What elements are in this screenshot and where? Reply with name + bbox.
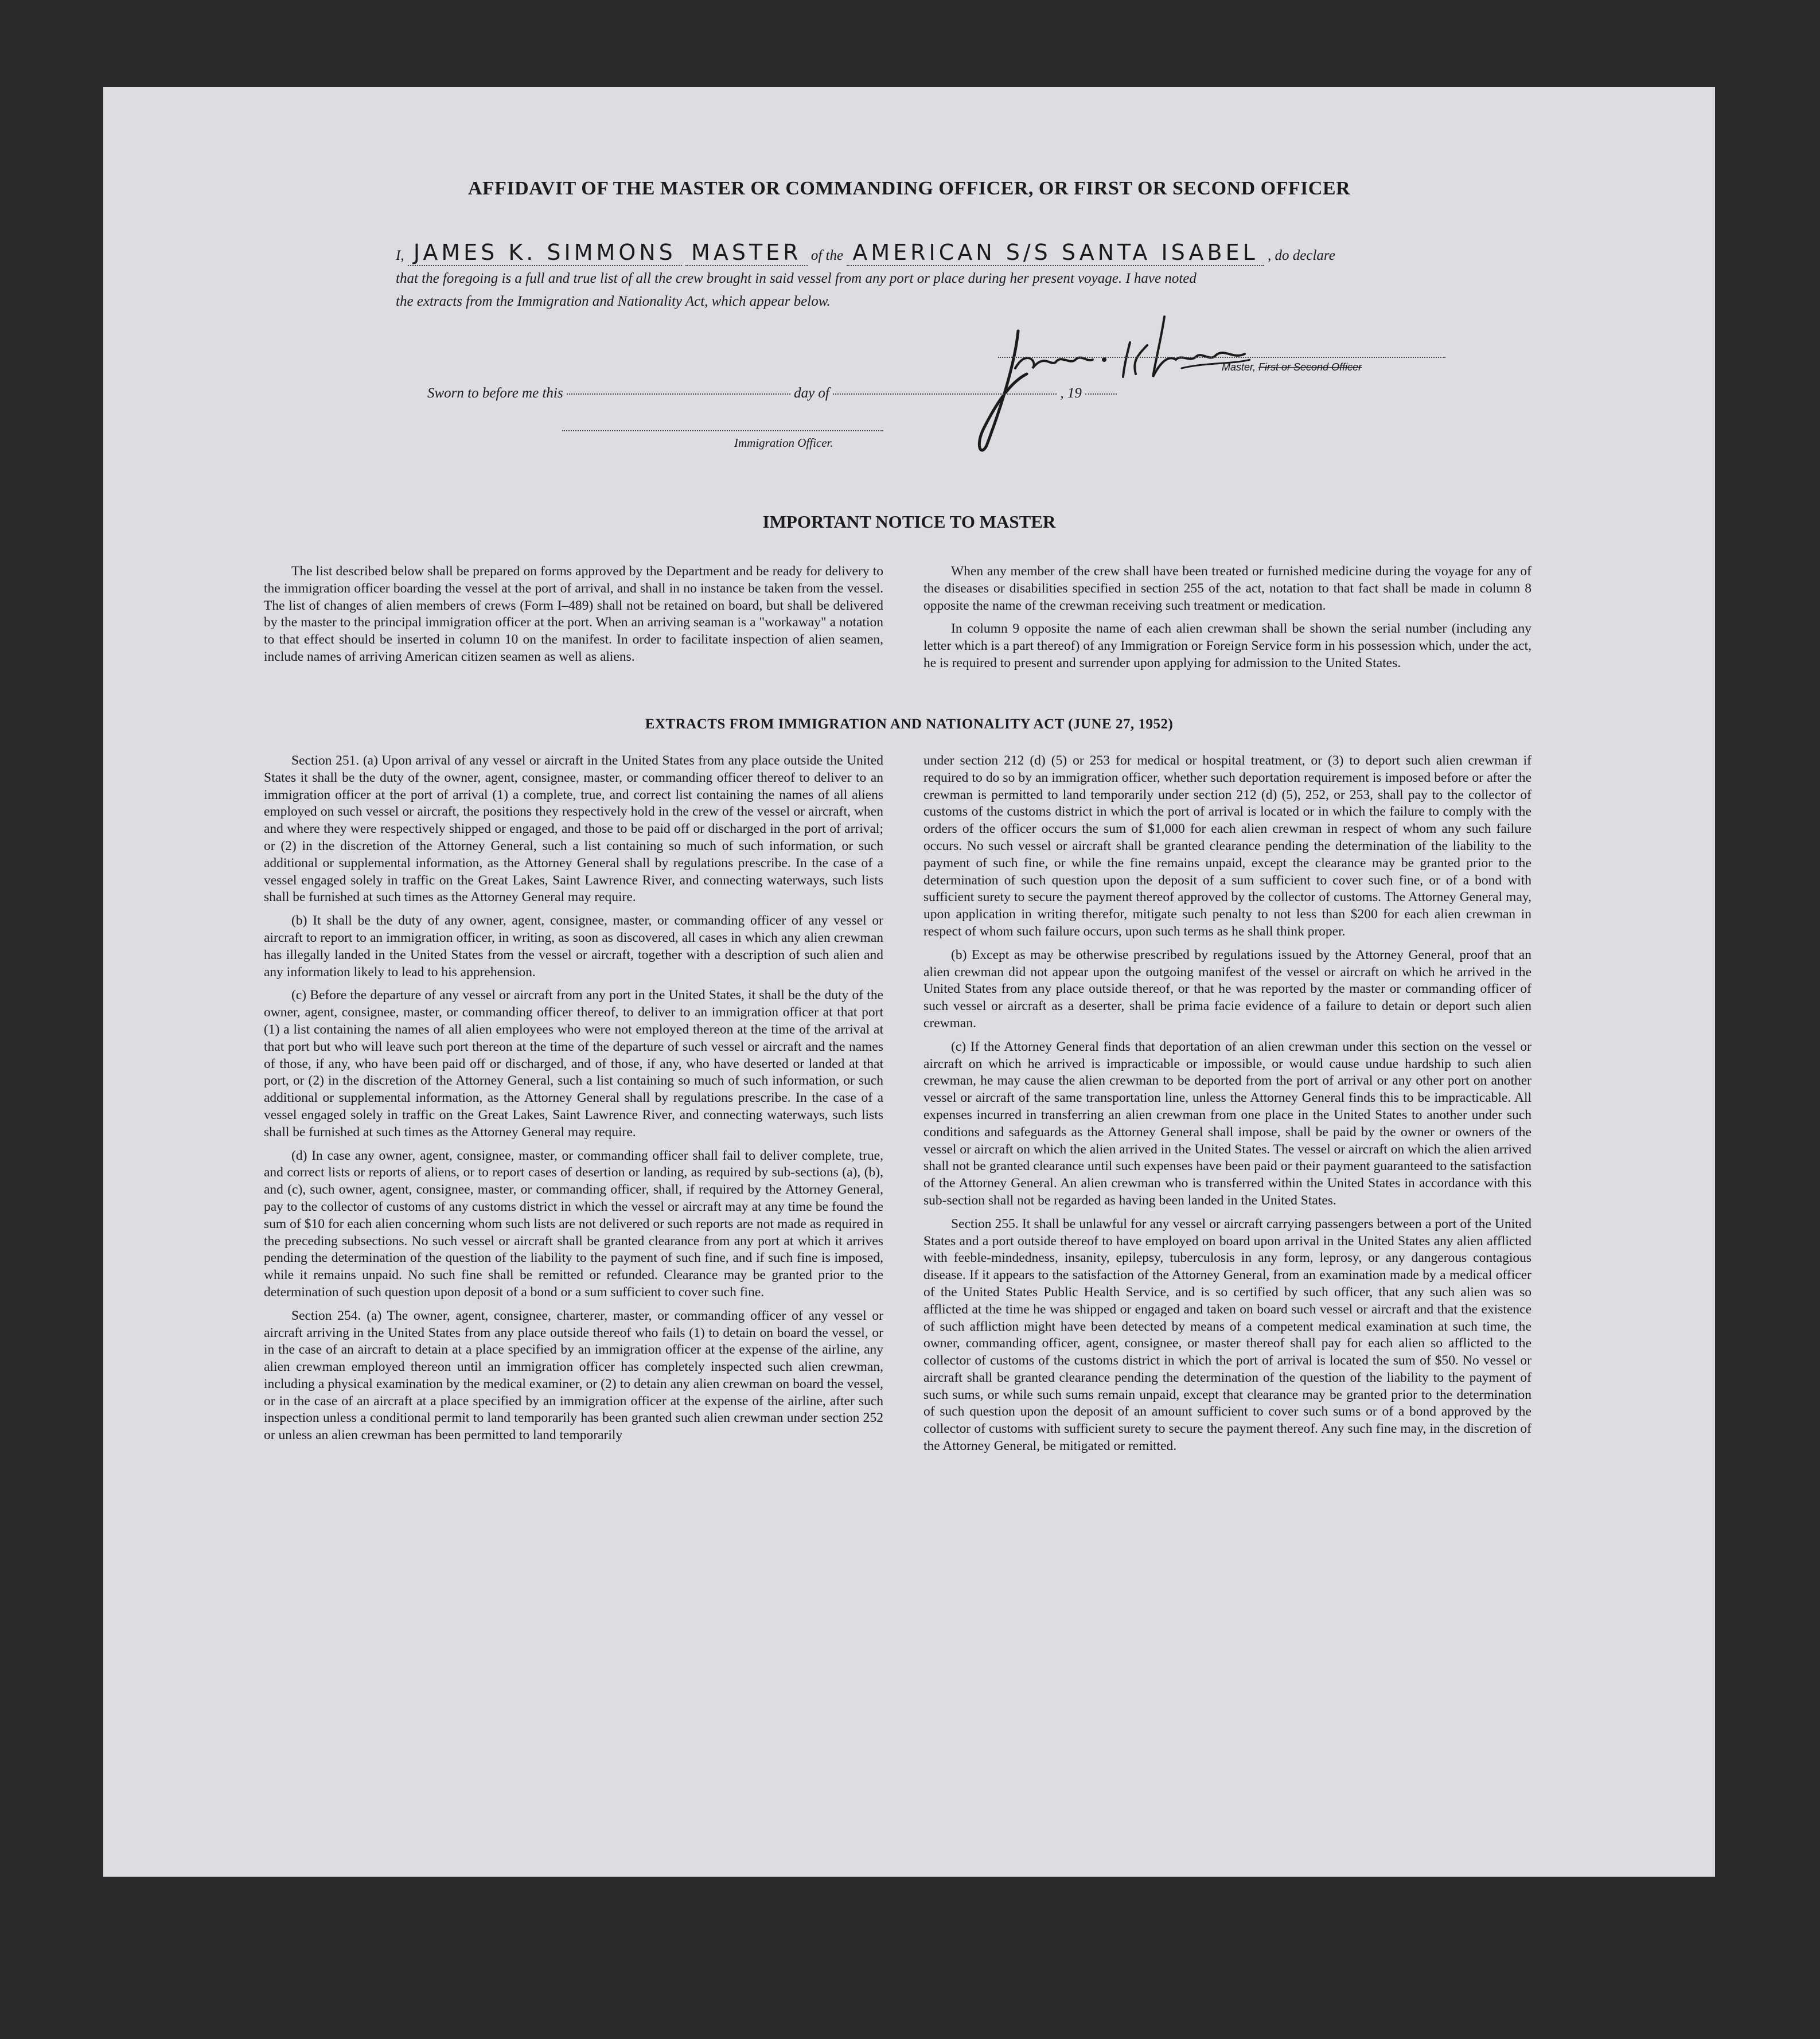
signature-line [998, 357, 1445, 358]
extract-paragraph: Section 255. It shall be unlawful for any vessel or aircraft carrying passengers between a port of the United States and a port outside thereof to have employed on board upon arrival in the United States any alien afflicted with feeble-mindedness, insanity, epilepsy, tuberculosis in any form, leprosy, or any dangerous contagious disease. If it appears to the satisfaction of the Attorney General, from an examination made by a medical officer of the United States Public Health Service, and is so certified by such officer, that any such alien was so afflicted at the time he was shipped or engaged and taken on board such vessel or aircraft and that the existence of such affliction might have been detected by means of a competent medical examination at such time, the owner, commanding officer, agent, consignee, or master thereof shall pay for each alien so afflicted to the collector of customs of the customs district in which the port of arrival is located the sum of $50. No vessel or aircraft shall be granted clearance pending the determination of the question of the liability to the payment of such sums, or while such sums remain unpaid, except that clearance may be granted prior to the determination of such question upon the deposit of an amount sufficient to cover such sums or of a bond approved by the collector of customs with sufficient surety to secure the payment thereof. Any such fine may, in the discretion of the Attorney General, be mitigated or remitted. [923, 1216, 1531, 1454]
notice-paragraph: The list described below shall be prepared on forms approved by the Department and be ready for delivery to the immigration officer boarding the vessel at the port of arrival, and shall in no instance be taken from the vessel. The list of changes of alien members of crews (Form I–489) shall not be retained on board, but shall be delivered by the master to the principal immigration officer at the port. When an arriving seaman is a "workaway" a notation to that effect should be inserted in column 10 on the manifest. In order to facilitate inspection of alien seamen, include names of arriving American citizen seamen as well as aliens. [264, 564, 883, 664]
struck-officer-label: First or Second Officer [1258, 361, 1362, 373]
extract-paragraph: (c) If the Attorney General finds that deportation of an alien crewman under this section on the vessel or aircraft on which he arrived is impracticable or impossible, or would cause undue hardship to such alien crewman, he may cause the alien crewman to be deported from the port of arrival or any other port on another vessel or aircraft of the same transportation line, unless the Attorney General finds this to be impracticable. All expenses incurred in transferring an alien crewman from one place in the United States to another under such conditions and safeguards as the Attorney General shall impose, shall be paid by the owner or owners of the vessel or aircraft on which the alien arrived in the United States. The vessel or aircraft on which the alien arrived shall not be granted clearance until such expenses have been paid or their payment guaranteed to the satisfaction of the Attorney General. An alien crewman who is transferred within the United States in accordance with this sub-section shall not be regarded as having been landed in the United States. [923, 1039, 1531, 1208]
extract-paragraph: (b) Except as may be otherwise prescribed by regulations issued by the Attorney General, proof that an alien crewman did not appear upon the outgoing manifest of the vessel or aircraft on which he arrived in the United States from any place outside thereof, or that he was reported by the master or commanding officer of such vessel or aircraft as a deserter, shall be prima facie evidence of a failure to detain or deport such alien crewman. [923, 947, 1531, 1031]
extracts-title: EXTRACTS FROM IMMIGRATION AND NATIONALITY ACT (JUNE 27, 1952) [645, 716, 1174, 732]
extract-paragraph: Section 251. (a) Upon arrival of any vessel or aircraft in the United States from any place outside the United States it shall be the duty of the owner, agent, consignee, master, or commanding officer thereof to deliver to an immigration officer at the port of arrival (1) a complete, true, and correct list containing the names of all aliens employed on such vessel or aircraft, the positions they respectively hold in the crew of the vessel or aircraft, when and where they were respectively shipped or engaged, and those to be paid off or discharged in the port of arrival; or (2) in the discretion of the Attorney General, such a list containing so much of such information, or such additional or supplemental information, as the Attorney General shall by regulations prescribe. In the case of a vessel engaged solely in traffic on the Great Lakes, Saint Lawrence River, and connecting waterways, such lists shall be furnished at such times as the Attorney General may require. [264, 753, 883, 905]
officer-name: JAMES K. SIMMONS [408, 240, 682, 266]
extract-paragraph: (b) It shall be the duty of any owner, agent, consignee, master, or commanding officer of any vessel or aircraft to report to an immigration officer, in writing, as soon as discovered, all cases in which any alien crewman has illegally landed in the United States from the vessel or aircraft, together with a description of such alien and any information likely to lead to his apprehension. [264, 913, 883, 980]
affidavit-title: AFFIDAVIT OF THE MASTER OR COMMANDING OFFICER, OR FIRST OR SECOND OFFICER [467, 178, 1351, 199]
declaration-line-1 [396, 241, 1531, 267]
document-sheet [103, 87, 1715, 1877]
notice-title: IMPORTANT NOTICE TO MASTER [762, 512, 1056, 532]
month-blank [833, 393, 1057, 395]
i-label: I, [396, 248, 404, 263]
notice-right-column [923, 563, 1531, 679]
declaration-line-2: that the foregoing is a full and true list of all the crew brought in said vessel from any port or place during her present voyage. I have noted [396, 271, 1197, 286]
declaration-line-3: the extracts from the Immigration and Nationality Act, which appear below. [396, 294, 831, 309]
declaration-block [396, 241, 1531, 313]
extract-paragraph: under section 212 (d) (5) or 253 for medical or hospital treatment, or (3) to deport such alien crewman if required to do so by an immigration officer, whether such deportation requirement is imposed before or after the crewman is permitted to land temporarily under section 212 (d) (5), 252, or 253, shall pay to the collector of customs of the customs district in which the port of arrival is located or in which the failure to comply with the orders of the officer occurs the sum of $1,000 for each alien crewman in respect of whom any such failure occurs. No such vessel or aircraft shall be granted clearance pending the determination of the liability to the payment of such fine, or while the fine remains unpaid, except the clearance may be granted prior to the determination of such question upon the deposit of a sum sufficient to cover such fine, or of a bond with sufficient surety to secure the payment thereof approved by the collector of customs. The Attorney General may, upon application in writing therefor, mitigate such penalty to not less than $200 for each alien crewman in respect of whom such failure occurs, upon such terms as he shall think proper. [923, 753, 1531, 939]
year-blank [1085, 393, 1117, 395]
day-of-label: day of [794, 385, 829, 401]
extract-paragraph: Section 254. (a) The owner, agent, consignee, charterer, master, or commanding officer of any vessel or aircraft arriving in the United States from any place outside thereof who fails (1) to detain on board the vessel, or in the case of an aircraft to detain at a place specified by an immigration officer at the expense of the airline, any alien crewman employed thereon until an immigration officer has completely inspected such alien crewman, including a physical examination by the medical examiner, or (2) to detain any alien crewman on board the vessel, or in the case of an aircraft at a place specified by an immigration officer at the expense of the airline, after such inspection unless a conditional permit to land temporarily has been granted such alien crewman under section 252 or unless an alien crewman has been permitted to land temporarily [264, 1308, 883, 1443]
notice-left-column [264, 563, 883, 672]
master-label: Master, [1222, 361, 1259, 373]
immigration-officer-signature-line [562, 430, 883, 431]
extract-paragraph: (c) Before the departure of any vessel or aircraft from any port in the United States, it shall be the duty of the owner, agent, consignee, master, or commanding officer thereof, to deliver to an immigration officer at that port (1) a list containing the names of all alien employees who were not employed thereon at the time of the arrival at that port but who will leave such port thereon at the time of the departure of such vessel or aircraft and the names of those, if any, who have been paid off or discharged, and of those, if any, who have deserted or landed at that port, or (2) in the discretion of the Attorney General, such a list containing so much of such information, or such additional or supplemental information, as the Attorney General shall by regulations prescribe. In the case of a vessel engaged solely in traffic on the Great Lakes, Saint Lawrence River, and connecting waterways, such lists shall be furnished at such times as the Attorney General may require. [264, 988, 883, 1140]
immigration-officer-label: Immigration Officer. [734, 436, 833, 450]
do-declare-label: , do declare [1268, 248, 1335, 263]
extract-paragraph: (d) In case any owner, agent, consignee, master, or commanding officer shall fail to deliver complete, true, and correct lists or reports of aliens, or to report cases of desertion or landing, as required by sub-sections (a), (b), and (c), such owner, agent, consignee, master, or commanding officer, shall, if required by the Attorney General, pay to the collector of customs of any customs district in which the vessel or aircraft may at any time be found the sum of $10 for each alien concerning whom such lists are not delivered or such reports are not made as required in the preceding subsections. No such vessel or aircraft shall be granted clearance from any port at which it arrives pending the determination of the question of the liability to the payment of such fine, and if such fine is imposed, while it remains unpaid. No such fine shall be remitted or refunded. Clearance may be granted prior to the determination of such question upon deposit of a bond or a sum sufficient to cover such fine. [264, 1148, 883, 1300]
sworn-label: Sworn to before me this [427, 385, 563, 401]
sworn-line [427, 385, 1117, 401]
officer-rank: MASTER [685, 240, 808, 266]
day-blank [567, 393, 790, 395]
extracts-right-column [923, 753, 1531, 1461]
vessel-name: AMERICAN S/S SANTA ISABEL [847, 240, 1264, 266]
year-prefix-label: , 19 [1060, 385, 1082, 401]
notice-paragraph: When any member of the crew shall have been treated or furnished medicine during the voyage for any of the diseases or disabilities specified in section 255 of the act, notation to that fact shall be made in column 8 opposite the name of the crewman receiving such treatment or medication. [923, 564, 1531, 613]
of-the-label: of the [810, 248, 844, 263]
signature-label [1222, 361, 1362, 373]
extracts-left-column [264, 753, 883, 1451]
notice-paragraph: In column 9 opposite the name of each alien crewman shall be shown the serial number (including any letter which is a part thereof) of any Immigration or Foreign Service form in his possession which, under the act, he is required to present and surrender upon applying for admission to the United States. [923, 621, 1531, 670]
